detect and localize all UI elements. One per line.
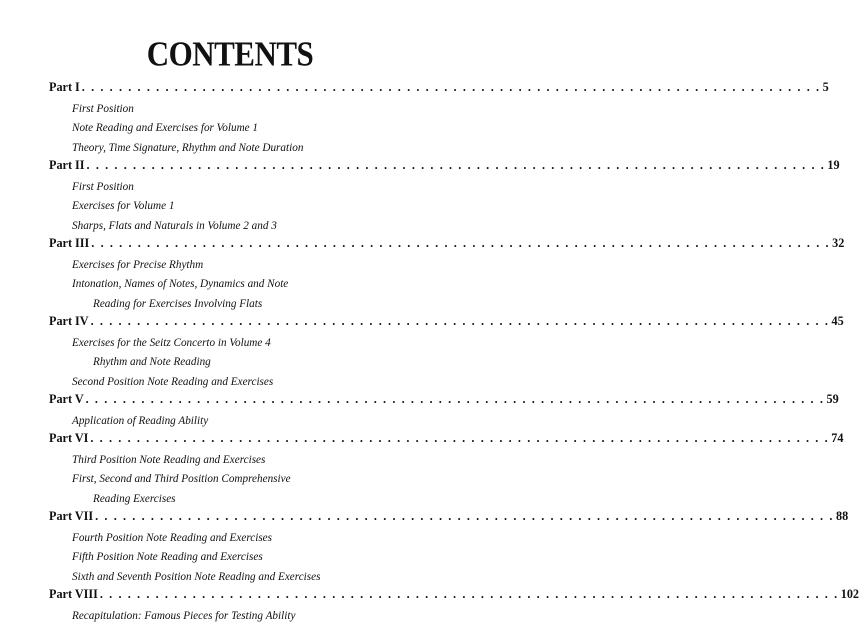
toc-part-entry [49,236,407,256]
toc-part-entry [49,587,407,607]
part-label: Part I [49,80,80,95]
toc-subentry: Sharps, Flats and Naturals in Volume 2 and 3 [49,217,407,237]
toc-subentry: Reading Exercises [49,490,407,510]
toc-subentry: Third Position Note Reading and Exercises [49,451,407,471]
toc-subentry: Note Reading and Exercises for Volume 1 [49,119,407,139]
toc-subentry: Application of Reading Ability [49,412,407,432]
leader-dots: . . . . . . . . . . . . . . . . . . . . . . . . . . . . . . . . . . . . . . . . . . . . . . . . . . . . . . . . . . . . . . . . . . . . . . . . . . . . . . . . [95,509,834,524]
toc-part-entry [49,509,407,529]
page-title: CONTENTS [0,34,460,74]
page-number: 102 [841,587,859,602]
toc-subentry: Rhythm and Note Reading [49,353,407,373]
toc-part-entry [49,314,407,334]
page-number: 88 [836,509,848,524]
toc-subentry: Exercises for the Seitz Concerto in Volume 4 [49,334,407,354]
page-number: 5 [823,80,829,95]
leader-dots: . . . . . . . . . . . . . . . . . . . . . . . . . . . . . . . . . . . . . . . . . . . . . . . . . . . . . . . . . . . . . . . . . . . . . . . . . . . . . . . . [90,431,829,446]
part-label: Part VIII [49,587,98,602]
toc-subentry: Fourth Position Note Reading and Exercises [49,529,407,549]
page-number: 19 [827,158,839,173]
part-label: Part VI [49,431,88,446]
page-number: 59 [827,392,839,407]
toc-subentry: Intonation, Names of Notes, Dynamics and Note [49,275,407,295]
leader-dots: . . . . . . . . . . . . . . . . . . . . . . . . . . . . . . . . . . . . . . . . . . . . . . . . . . . . . . . . . . . . . . . . . . . . . . . . . . . . . . . . [86,392,825,407]
toc-subentry: First, Second and Third Position Comprehensive [49,470,407,490]
toc-part-entry [49,158,407,178]
page-number: 45 [831,314,843,329]
leader-dots: . . . . . . . . . . . . . . . . . . . . . . . . . . . . . . . . . . . . . . . . . . . . . . . . . . . . . . . . . . . . . . . . . . . . . . . . . . . . . . . . [100,587,839,602]
part-label: Part IV [49,314,89,329]
toc-subentry: Fifth Position Note Reading and Exercises [49,548,407,568]
toc-part-entry [49,431,407,451]
toc-part-entry [49,392,407,412]
leader-dots: . . . . . . . . . . . . . . . . . . . . . . . . . . . . . . . . . . . . . . . . . . . . . . . . . . . . . . . . . . . . . . . . . . . . . . . . . . . . . . . . [82,80,821,95]
part-label: Part II [49,158,85,173]
page-number: 74 [831,431,843,446]
table-of-contents [49,80,407,626]
leader-dots: . . . . . . . . . . . . . . . . . . . . . . . . . . . . . . . . . . . . . . . . . . . . . . . . . . . . . . . . . . . . . . . . . . . . . . . . . . . . . . . . [91,236,830,251]
part-label: Part V [49,392,84,407]
toc-part-entry [49,80,407,100]
toc-subentry: Exercises for Volume 1 [49,197,407,217]
toc-subentry: Second Position Note Reading and Exercises [49,373,407,393]
toc-subentry: First Position [49,100,407,120]
part-label: Part III [49,236,89,251]
leader-dots: . . . . . . . . . . . . . . . . . . . . . . . . . . . . . . . . . . . . . . . . . . . . . . . . . . . . . . . . . . . . . . . . . . . . . . . . . . . . . . . . [87,158,826,173]
leader-dots: . . . . . . . . . . . . . . . . . . . . . . . . . . . . . . . . . . . . . . . . . . . . . . . . . . . . . . . . . . . . . . . . . . . . . . . . . . . . . . . . [91,314,830,329]
toc-subentry: Sixth and Seventh Position Note Reading and Exercises [49,568,407,588]
toc-subentry: Theory, Time Signature, Rhythm and Note Duration [49,139,407,159]
part-label: Part VII [49,509,93,524]
page-number: 32 [832,236,844,251]
toc-subentry: Recapitulation: Famous Pieces for Testing Ability [49,607,407,626]
toc-subentry: Exercises for Precise Rhythm [49,256,407,276]
toc-subentry: Reading for Exercises Involving Flats [49,295,407,315]
toc-subentry: First Position [49,178,407,198]
